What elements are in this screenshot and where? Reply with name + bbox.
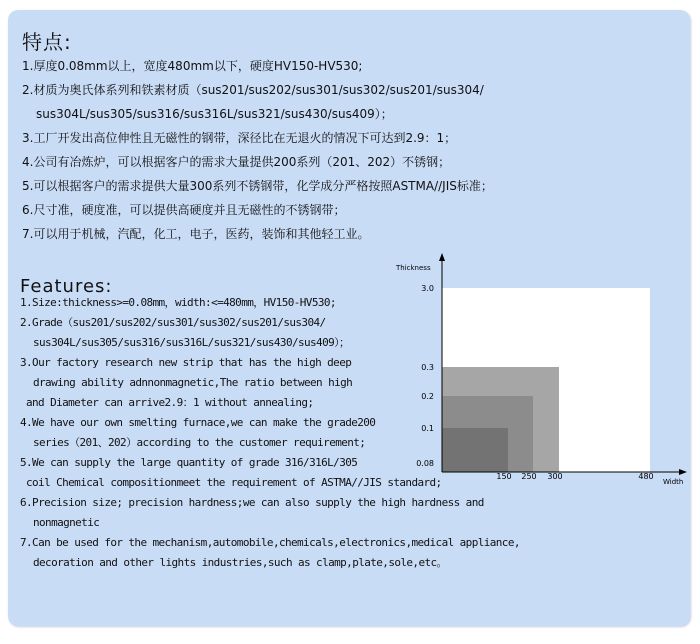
y-tick-label: 0.08 bbox=[416, 459, 434, 468]
cn-feature-2-cont: sus304L/sus305/sus316/sus316L/sus321/sus430/sus409）； bbox=[36, 107, 393, 121]
cn-feature-5: 5.可以根据客户的需求提供大量300系列不锈钢带，化学成分严格按照ASTMA//JIS标准； bbox=[22, 179, 493, 193]
cn-feature-1: 1.厚度0.08mm以上，宽度480mm以下，硬度HV150-HV530; bbox=[22, 59, 363, 73]
y-axis-arrow bbox=[439, 253, 445, 261]
x-tick-label: 250 bbox=[521, 472, 537, 481]
en-feature-4: 4.We have our own smelting furnace,we can make the grade200 bbox=[20, 416, 376, 429]
range-rects bbox=[442, 288, 650, 472]
y-tick-label: 0.3 bbox=[421, 363, 434, 372]
x-axis-label: Width bbox=[663, 478, 684, 486]
cn-feature-7: 7.可以用于机械，汽配，化工，电子，医药，装饰和其他轻工业。 bbox=[22, 227, 370, 241]
en-feature-6-cont: nonmagnetic bbox=[33, 516, 100, 529]
y-tick-labels bbox=[416, 284, 434, 468]
y-tick-label: 0.1 bbox=[421, 424, 434, 433]
x-axis-arrow bbox=[679, 469, 687, 475]
en-feature-4-cont: series（201、202）according to the customer requirement; bbox=[33, 436, 366, 449]
en-feature-3-cont2: and Diameter can arrive2.9：1 without annealing; bbox=[26, 396, 314, 409]
en-feature-7-cont: decoration and other lights industries,such as clamp,plate,sole,etc。 bbox=[33, 556, 447, 569]
cn-feature-2: 2.材质为奥氏体系列和铁素材质（sus201/sus202/sus301/sus302/sus201/sus304/ bbox=[22, 83, 484, 97]
x-tick-labels bbox=[496, 472, 653, 481]
en-feature-3: 3.Our factory research new strip that has the high deep bbox=[20, 356, 352, 369]
cn-feature-6: 6.尺寸准，硬度准，可以提供高硬度并且无磁性的不锈钢带； bbox=[22, 203, 346, 217]
cn-feature-list bbox=[22, 54, 493, 246]
thickness-width-chart bbox=[390, 250, 690, 490]
x-tick-label: 300 bbox=[547, 472, 563, 481]
en-feature-5-cont: coil Chemical compositionmeet the requirement of ASTMA//JIS standard; bbox=[26, 476, 442, 489]
y-tick-label: 0.2 bbox=[421, 392, 434, 401]
en-feature-6: 6.Precision size; precision hardness;we can also supply the high hardness and bbox=[20, 496, 484, 509]
en-feature-1: 1.Size:thickness>=0.08mm，width:<=480mm，HV150-HV530; bbox=[20, 296, 336, 309]
cn-feature-4: 4.公司有冶炼炉，可以根据客户的需求大量提供200系列（201、202）不锈钢； bbox=[22, 155, 451, 169]
en-feature-2-cont: sus304L/sus305/sus316/sus316L/sus321/sus430/sus409）； bbox=[33, 336, 350, 349]
y-tick-label: 3.0 bbox=[421, 284, 434, 293]
x-tick-label: 150 bbox=[496, 472, 512, 481]
en-feature-3-cont: drawing ability adnnonmagnetic,The ratio between high bbox=[33, 376, 353, 389]
en-feature-5: 5.We can supply the large quantity of grade 316/316L/305 bbox=[20, 456, 358, 469]
x-tick-label: 480 bbox=[638, 472, 654, 481]
en-feature-7: 7.Can be used for the mechanism,automobile,chemicals,electronics,medical appliance, bbox=[20, 536, 520, 549]
en-heading: Features: bbox=[20, 276, 113, 297]
range-rect-150x0.1 bbox=[442, 428, 508, 472]
en-feature-2: 2.Grade（sus201/sus202/sus301/sus302/sus201/sus304/ bbox=[20, 316, 326, 329]
cn-heading: 特点: bbox=[22, 30, 72, 54]
y-axis-label: Thickness bbox=[396, 264, 431, 272]
cn-feature-3: 3.工厂开发出高位伸性且无磁性的钢带，深径比在无退火的情况下可达到2.9：1； bbox=[22, 131, 457, 145]
